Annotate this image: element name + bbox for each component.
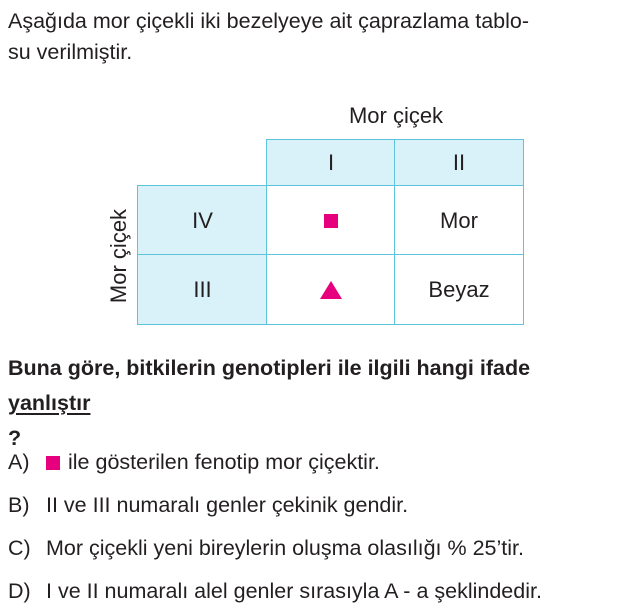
option-text: I ve II numaralı alel genler sırasıyla A - a şeklindedir. <box>46 579 542 603</box>
cell-r1c1 <box>266 185 396 256</box>
row-header-2: III <box>137 254 268 325</box>
intro-line-2: su verilmiştir. <box>8 40 133 64</box>
option-letter: D) <box>8 579 31 603</box>
cell-r1c2: Mor <box>394 185 524 256</box>
column-title: Mor çiçek <box>348 103 444 128</box>
option-letter: C) <box>8 536 31 560</box>
row-header-1: IV <box>137 185 268 256</box>
row-title-wrap <box>104 187 134 325</box>
option-c[interactable] <box>8 536 524 561</box>
question-underlined: yanlıştır <box>8 391 91 415</box>
intro-line-1: Aşağıda mor çiçekli iki bezelyeye ait çaprazlama tablo- <box>8 9 530 33</box>
option-text: ile gösterilen fenotip mor çiçektir. <box>68 450 380 474</box>
option-b[interactable] <box>8 493 408 518</box>
pink-square-icon <box>324 214 338 228</box>
intro-text <box>8 6 622 68</box>
row-title: Mor çiçek <box>106 208 131 304</box>
question <box>8 351 530 456</box>
cell-r2c1 <box>266 254 396 325</box>
option-text: Mor çiçekli yeni bireylerin oluşma olasılığı % 25’tir. <box>46 536 524 560</box>
cell-r2c2: Beyaz <box>394 254 524 325</box>
option-a[interactable] <box>8 450 380 475</box>
option-text: II ve III numaralı genler çekinik gendir. <box>46 493 409 517</box>
col-header-1: I <box>266 139 396 187</box>
pink-square-icon <box>46 456 60 470</box>
col-header-2: II <box>394 139 524 187</box>
question-line-1: Buna göre, bitkilerin genotipleri ile ilgili hangi ifade <box>8 356 531 380</box>
option-letter: B) <box>8 493 30 517</box>
option-letter: A) <box>8 450 30 474</box>
option-d[interactable] <box>8 579 542 604</box>
question-mark: ? <box>8 426 22 450</box>
question-line-2 <box>8 386 530 456</box>
pink-triangle-icon <box>320 281 342 299</box>
